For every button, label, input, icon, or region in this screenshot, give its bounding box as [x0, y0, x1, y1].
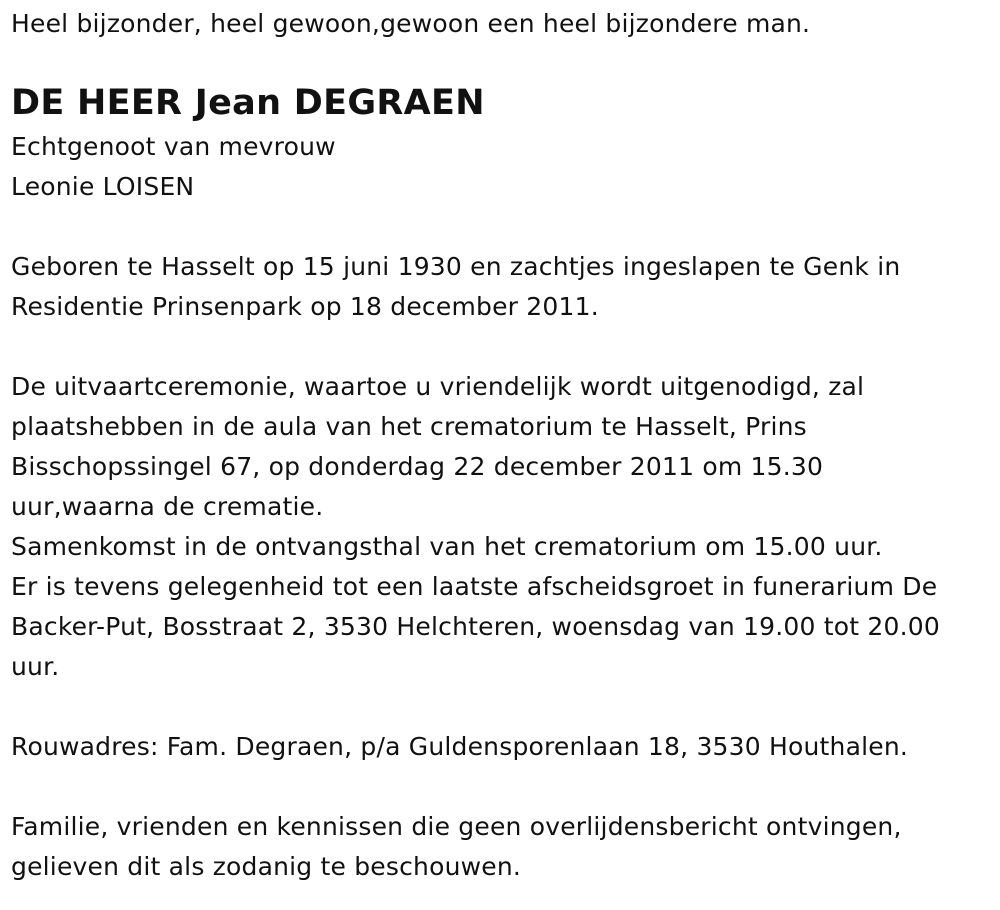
obituary-notice [11, 4, 996, 887]
ceremony-paragraph [11, 367, 996, 687]
spacer [11, 207, 996, 247]
ceremony-line: uur. [11, 652, 60, 681]
ceremony-line: Er is tevens gelegenheid tot een laatste afscheidsgroet in funerarium De [11, 572, 938, 601]
ceremony-line: Backer-Put, Bosstraat 2, 3530 Helchteren, woensdag van 19.00 tot 20.00 [11, 612, 940, 641]
birth-death-paragraph [11, 247, 996, 327]
deceased-name-title: DE HEER Jean DEGRAEN [11, 83, 485, 123]
birth-line: Geboren te Hasselt op 15 juni 1930 en zachtjes ingeslapen te Genk in [11, 252, 901, 281]
ceremony-line: De uitvaartceremonie, waartoe u vriendelijk wordt uitgenodigd, zal [11, 372, 865, 401]
spacer [11, 687, 996, 727]
mourning-address: Rouwadres: Fam. Degraen, p/a Guldensporenlaan 18, 3530 Houthalen. [11, 732, 909, 761]
birth-line: Residentie Prinsenpark op 18 december 2011. [11, 292, 599, 321]
closing-paragraph [11, 807, 996, 887]
ceremony-line: plaatshebben in de aula van het crematorium te Hasselt, Prins [11, 412, 807, 441]
spouse-block [11, 127, 996, 207]
ceremony-line: Bisschopssingel 67, op donderdag 22 december 2011 om 15.30 [11, 452, 824, 481]
closing-line: gelieven dit als zodanig te beschouwen. [11, 852, 522, 881]
spacer [11, 327, 996, 367]
spouse-name: Leonie LOISEN [11, 172, 195, 201]
tagline: Heel bijzonder, heel gewoon,gewoon een heel bijzondere man. [11, 9, 811, 38]
spacer [11, 767, 996, 807]
closing-line: Familie, vrienden en kennissen die geen overlijdensbericht ontvingen, [11, 812, 902, 841]
ceremony-line: uur,waarna de crematie. [11, 492, 324, 521]
ceremony-line: Samenkomst in de ontvangsthal van het crematorium om 15.00 uur. [11, 532, 883, 561]
spacer [11, 44, 996, 81]
spouse-line: Echtgenoot van mevrouw [11, 132, 336, 161]
